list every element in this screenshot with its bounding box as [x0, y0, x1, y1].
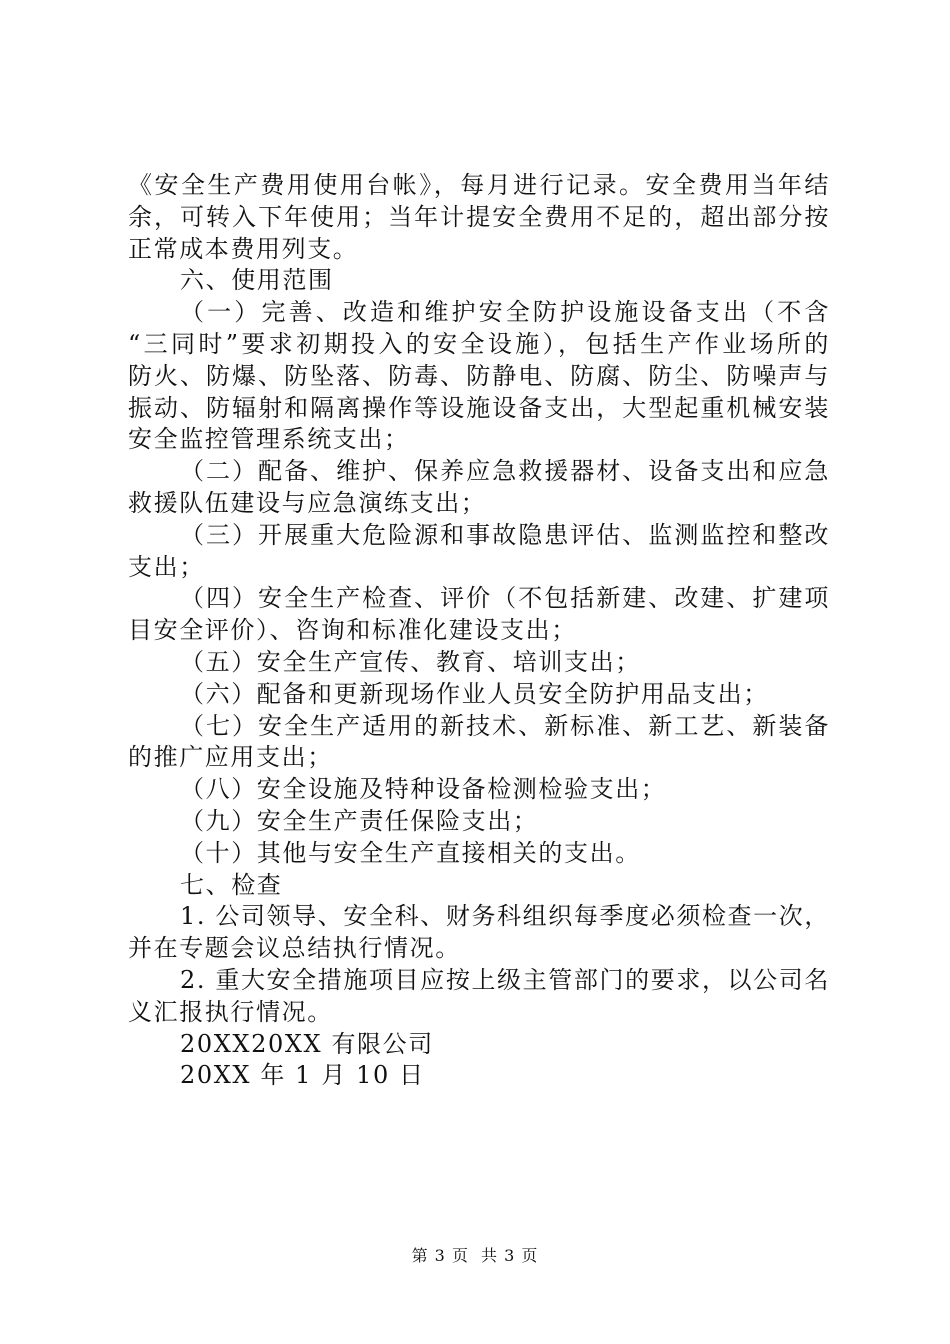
text-line: （四）安全生产检查、评价（不包括新建、改建、扩建项	[180, 584, 830, 613]
text-line: 2. 重大安全措施项目应按上级主管部门的要求，以公司名	[180, 965, 830, 994]
text-line: （七）安全生产适用的新技术、新标准、新工艺、新装备	[180, 711, 830, 740]
text-line: 《安全生产费用使用台帐》，每月进行记录。安全费用当年结	[128, 171, 830, 199]
page-total: 共 3 页	[481, 1246, 539, 1265]
text-line: （八）安全设施及特种设备检测检验支出；	[180, 775, 667, 804]
text-line: 目安全评价）、咨询和标准化建设支出；	[128, 616, 577, 645]
text-line: 正常成本费用列支。	[128, 234, 359, 263]
document-body	[128, 170, 830, 1092]
text-line: 六、使用范围	[180, 266, 334, 295]
text-line: 的推广应用支出；	[128, 743, 333, 772]
text-line: 安全监控管理系统支出；	[128, 425, 410, 454]
text-line: 振动、防辐射和隔离操作等设施设备支出，大型起重机械安装	[128, 393, 830, 422]
text-line: （六）配备和更新现场作业人员安全防护用品支出；	[180, 679, 769, 708]
text-line: 余，可转入下年使用；当年计提安全费用不足的，超出部分按	[128, 202, 830, 231]
text-line: “三同时”要求初期投入的安全设施），包括生产作业场所的	[128, 329, 830, 358]
text-line: 并在专题会议总结执行情况。	[128, 934, 461, 963]
text-line: 20XX 年 1 月 10 日	[180, 1061, 425, 1090]
text-line: 救援队伍建设与应急演练支出；	[128, 488, 487, 517]
text-line: （一）完善、改造和维护安全防护设施设备支出（不含	[180, 298, 830, 327]
text-line: 20XX20XX 有限公司	[180, 1029, 434, 1058]
text-line: （三）开展重大危险源和事故隐患评估、监测监控和整改	[180, 520, 830, 549]
text-line: （五）安全生产宣传、教育、培训支出；	[180, 647, 641, 676]
text-line: 支出；	[128, 552, 205, 581]
text-line: （九）安全生产责任保险支出；	[180, 806, 539, 835]
text-line: （二）配备、维护、保养应急救援器材、设备支出和应急	[180, 457, 830, 486]
text-line: （十）其他与安全生产直接相关的支出。	[180, 838, 641, 867]
text-line: 防火、防爆、防坠落、防毒、防静电、防腐、防尘、防噪声与	[128, 361, 830, 390]
page-number: 第 3 页	[411, 1246, 469, 1265]
text-line: 义汇报执行情况。	[128, 997, 333, 1026]
text-line: 七、检查	[180, 870, 283, 899]
text-line: 1. 公司领导、安全科、财务科组织每季度必须检查一次，	[180, 902, 830, 931]
page-footer	[0, 1243, 950, 1266]
